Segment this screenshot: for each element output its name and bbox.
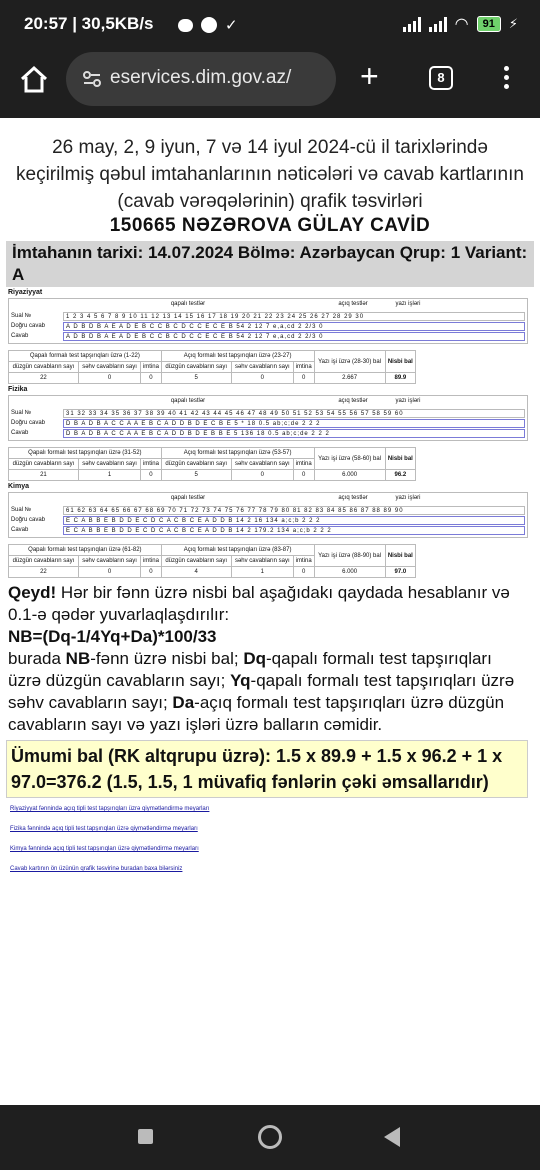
- url-text[interactable]: eservices.dim.gov.az/: [110, 67, 292, 88]
- links-list: [10, 806, 540, 872]
- summary-subheader: səhv cavabların sayı: [78, 556, 140, 567]
- summary-subheader: səhv cavabların sayı: [231, 556, 293, 567]
- summary-value: 22: [9, 567, 79, 578]
- summary-subheader: düzgün cavabların sayı: [161, 556, 231, 567]
- subject-title: Fizika: [8, 386, 28, 393]
- summary-value: 97.0: [385, 567, 415, 578]
- grid-row: [11, 331, 525, 341]
- note-part: -qapalı formalı test tapşırıqları üzrə düzgün cavabların sayı;: [8, 649, 492, 690]
- summary-value: 2.667: [314, 373, 385, 384]
- grid-row: [11, 311, 525, 321]
- subject-title: Riyaziyyat: [8, 289, 43, 296]
- summary-subheader: düzgün cavabların sayı: [161, 362, 231, 373]
- note-formula: NB=(Dq-1/4Yq+Da)*100/33: [8, 627, 217, 646]
- home-button[interactable]: [258, 1125, 282, 1149]
- summary-value: 5: [161, 373, 231, 384]
- summary-subheader: səhv cavabların sayı: [78, 362, 140, 373]
- summary-subheader: düzgün cavabların sayı: [9, 556, 79, 567]
- summary-value: 6.000: [314, 470, 385, 481]
- grid-section-header: qapalı testlər: [170, 301, 206, 307]
- note-part: -fənn üzrə nisbi bal;: [90, 649, 244, 668]
- summary-header: Nisbi bal: [385, 351, 415, 373]
- grid-row-label: Cavab: [11, 333, 29, 339]
- summary-value: 0: [293, 567, 314, 578]
- grid-section-header: yazı işləri: [395, 398, 421, 404]
- grid-section-header: yazı işləri: [395, 301, 421, 307]
- grid-section-header: [11, 398, 63, 408]
- note-text: Hər bir fənn üzrə nisbi bal aşağıdakı qaydada hesablanır və 0.1-ə qədər yuvarlaqlaşdırılır:: [8, 583, 510, 624]
- summary-header: Yazı işi üzrə (88-90) bal: [314, 545, 385, 567]
- grid-row-label: Doğru cavab: [11, 323, 46, 329]
- summary-value: 0: [78, 373, 140, 384]
- grid-row: [11, 515, 525, 525]
- summary-value: 1: [78, 470, 140, 481]
- grid-section-headers: [11, 301, 525, 311]
- note: [8, 582, 526, 736]
- summary-value: 89.9: [385, 373, 415, 384]
- message-icon: [178, 19, 193, 32]
- grid-row: [11, 525, 525, 535]
- summary-header: Nisbi bal: [385, 448, 415, 470]
- summary-value: 0: [231, 470, 293, 481]
- status-bar: [0, 0, 540, 50]
- summary-value: 4: [161, 567, 231, 578]
- wifi-icon: ◠: [454, 16, 469, 33]
- note-term: Yq: [230, 671, 251, 690]
- summary-header: Qapalı formalı test tapşırıqları üzrə (1-22): [9, 351, 162, 362]
- summary-value: 0: [141, 373, 162, 384]
- new-tab-button[interactable]: +: [360, 58, 379, 94]
- grid-cells: 61 62 63 64 65 66 67 68 69 70 71 72 73 74 75 76 77 78 79 80 81 82 83 84 85 86 87 88 89 90: [63, 506, 525, 515]
- summary-header: Yazı işi üzrə (58-60) bal: [314, 448, 385, 470]
- subjects-container: [0, 289, 540, 578]
- grid-section-header: qapalı testlər: [170, 398, 206, 404]
- grid-cells: D B A D B A C C A A E B C A D D B D E C B E 5 * 18 0.5 ab;c;de 2 2 2: [63, 419, 525, 428]
- grid-row: [11, 408, 525, 418]
- grid-row-label: Cavab: [11, 527, 29, 533]
- status-time: 20:57 | 30,5KB/s: [24, 14, 154, 33]
- page-title: 26 may, 2, 9 iyun, 7 və 14 iyul 2024-cü il tarixlərində keçirilmiş qəbul imtahanlarının nəticələri və cavab kartlarının (cavab vərəqələrinin) qrafik təsvirləri: [16, 137, 524, 212]
- summary-subheader: imtina: [293, 362, 314, 373]
- check-icon: ✓: [225, 17, 238, 34]
- answer-grid: [8, 492, 528, 538]
- summary-value: 0: [141, 470, 162, 481]
- grid-row: [11, 321, 525, 331]
- summary-value: 21: [9, 470, 79, 481]
- link-answer-card[interactable]: Cavab kartının ön üzünün qrafik təsvirinə buradan baxa bilərsiniz: [10, 866, 183, 872]
- link-math-criteria[interactable]: Riyaziyyat fənnində açıq tipli test tapşırıqları üzrə qiymətləndirmə meyarları: [10, 806, 210, 812]
- grid-section-header: [11, 301, 63, 311]
- grid-section-header: açıq testlər: [338, 495, 368, 501]
- link-chemistry-criteria[interactable]: Kimya fənnində açıq tipli test tapşırıqları üzrə qiymətləndirmə meyarları: [10, 846, 199, 852]
- summary-subheader: imtina: [293, 459, 314, 470]
- note-lead: Qeyd!: [8, 583, 57, 602]
- grid-section-header: [11, 495, 63, 505]
- summary-table: [8, 544, 416, 578]
- note-part: -açıq formalı test tapşırıqları üzrə düzgün cavabların sayı və yazı işləri üzrə balların cəmidir.: [8, 693, 505, 734]
- summary-header: Yazı işi üzrə (28-30) bal: [314, 351, 385, 373]
- summary-value: 96.2: [385, 470, 415, 481]
- summary-header: Qapalı formalı test tapşırıqları üzrə (61-82): [9, 545, 162, 556]
- grid-cells: 31 32 33 34 35 36 37 38 39 40 41 42 43 44 45 46 47 48 49 50 51 52 53 54 55 56 57 58 59 60: [63, 409, 525, 418]
- summary-value: 0: [78, 567, 140, 578]
- grid-row-label: Cavab: [11, 430, 29, 436]
- student-name: 150665 NƏZƏROVA GÜLAY CAVİD: [109, 215, 431, 236]
- battery-icon: 91: [477, 16, 501, 32]
- grid-cells: E C A B B E B D D E C D C A C B C E A D D B 14 2 179.2 134 a;c;b 2 2 2: [63, 526, 525, 535]
- grid-row: [11, 505, 525, 515]
- grid-section-header: açıq testlər: [338, 301, 368, 307]
- web-page: [0, 118, 540, 1105]
- grid-section-headers: [11, 398, 525, 408]
- summary-value: 5: [161, 470, 231, 481]
- grid-section-headers: [11, 495, 525, 505]
- note-term: Da: [172, 693, 195, 712]
- grid-cells: 1 2 3 4 5 6 7 8 9 10 11 12 13 14 15 16 17 18 19 20 21 22 23 24 25 26 27 28 29 30: [63, 312, 525, 321]
- note-term: NB: [65, 649, 91, 668]
- grid-section-header: qapalı testlər: [170, 495, 206, 501]
- note-part: -qapalı formalı test tapşırıqları üzrə səhv cavabların sayı;: [8, 671, 515, 712]
- summary-value: 6.000: [314, 567, 385, 578]
- summary-subheader: səhv cavabların sayı: [231, 459, 293, 470]
- recents-button[interactable]: [138, 1129, 153, 1144]
- total-score: Ümumi bal (RK altqrupu üzrə): 1.5 x 89.9 + 1.5 x 96.2 + 1 x 97.0=376.2 (1.5, 1.5, 1 müvafiq fənlərin çəki əmsallarıdır): [6, 740, 528, 798]
- summary-subheader: düzgün cavabların sayı: [9, 362, 79, 373]
- answer-grid: [8, 395, 528, 441]
- summary-header: Qapalı formalı test tapşırıqları üzrə (31-52): [9, 448, 162, 459]
- summary-value: 1: [231, 567, 293, 578]
- grid-cells: A D B D B A E A D E B C C B C D C C E C E B 54 2 12 7 e,a,cd 2 2/3 0: [63, 322, 525, 331]
- back-button[interactable]: [384, 1127, 400, 1147]
- summary-subheader: səhv cavabların sayı: [78, 459, 140, 470]
- summary-value: 22: [9, 373, 79, 384]
- summary-value: 0: [293, 470, 314, 481]
- summary-header: Açıq formalı test tapşırıqları üzrə (83-87): [161, 545, 314, 556]
- grid-row-label: Doğru cavab: [11, 517, 46, 523]
- summary-value: 0: [141, 567, 162, 578]
- grid-cells: D B A D B A C C A A E B C A D D B D E B B E 5 136 18 0.5 ab;c;de 2 2 2: [63, 429, 525, 438]
- grid-cells: E C A B B E B D D E C D C A C B C E A D D B 14 2 16 134 a;c;b 2 2 2: [63, 516, 525, 525]
- tab-switcher-button[interactable]: 8: [429, 66, 453, 90]
- more-menu-icon[interactable]: [504, 66, 510, 93]
- address-bar[interactable]: [66, 52, 336, 106]
- grid-section-header: yazı işləri: [395, 495, 421, 501]
- system-nav-bar: [0, 1105, 540, 1170]
- summary-table: [8, 447, 416, 481]
- summary-subheader: imtina: [293, 556, 314, 567]
- blocked-icon: [201, 17, 217, 33]
- grid-row-label: Sual №: [11, 410, 32, 416]
- summary-subheader: səhv cavabların sayı: [231, 362, 293, 373]
- summary-subheader: düzgün cavabların sayı: [161, 459, 231, 470]
- note-part: burada: [8, 649, 66, 668]
- charging-icon: ⚡: [508, 16, 518, 31]
- summary-value: 0: [293, 373, 314, 384]
- note-term: Dq: [243, 649, 266, 668]
- signal-icon-2: [429, 16, 447, 32]
- grid-row-label: Doğru cavab: [11, 420, 46, 426]
- summary-subheader: imtina: [141, 362, 162, 373]
- grid-row-label: Sual №: [11, 507, 32, 513]
- summary-subheader: imtina: [141, 556, 162, 567]
- subject-title: Kimya: [8, 483, 30, 490]
- summary-subheader: düzgün cavabların sayı: [9, 459, 79, 470]
- summary-table: [8, 350, 416, 384]
- link-physics-criteria[interactable]: Fizika fənnində açıq tipli test tapşırıqları üzrə qiymətləndirmə meyarları: [10, 826, 198, 832]
- summary-header: Açıq formalı test tapşırıqları üzrə (53-57): [161, 448, 314, 459]
- summary-header: Nisbi bal: [385, 545, 415, 567]
- browser-toolbar: [0, 50, 540, 118]
- grid-row-label: Sual №: [11, 313, 32, 319]
- home-icon[interactable]: [18, 64, 50, 96]
- grid-cells: A D B D B A E A D E B C C B C D C C E C E B 54 2 12 7 e,a,cd 2 2/3 0: [63, 332, 525, 341]
- grid-section-header: açıq testlər: [338, 398, 368, 404]
- summary-subheader: imtina: [141, 459, 162, 470]
- exam-info: İmtahanın tarixi: 14.07.2024 Bölmə: Azərbaycan Qrup: 1 Variant: A: [6, 241, 534, 287]
- answer-grid: [8, 298, 528, 344]
- summary-header: Açıq formalı test tapşırıqları üzrə (23-27): [161, 351, 314, 362]
- summary-value: 0: [231, 373, 293, 384]
- signal-icon: [403, 16, 421, 32]
- grid-row: [11, 428, 525, 438]
- site-settings-icon[interactable]: [82, 69, 102, 89]
- grid-row: [11, 418, 525, 428]
